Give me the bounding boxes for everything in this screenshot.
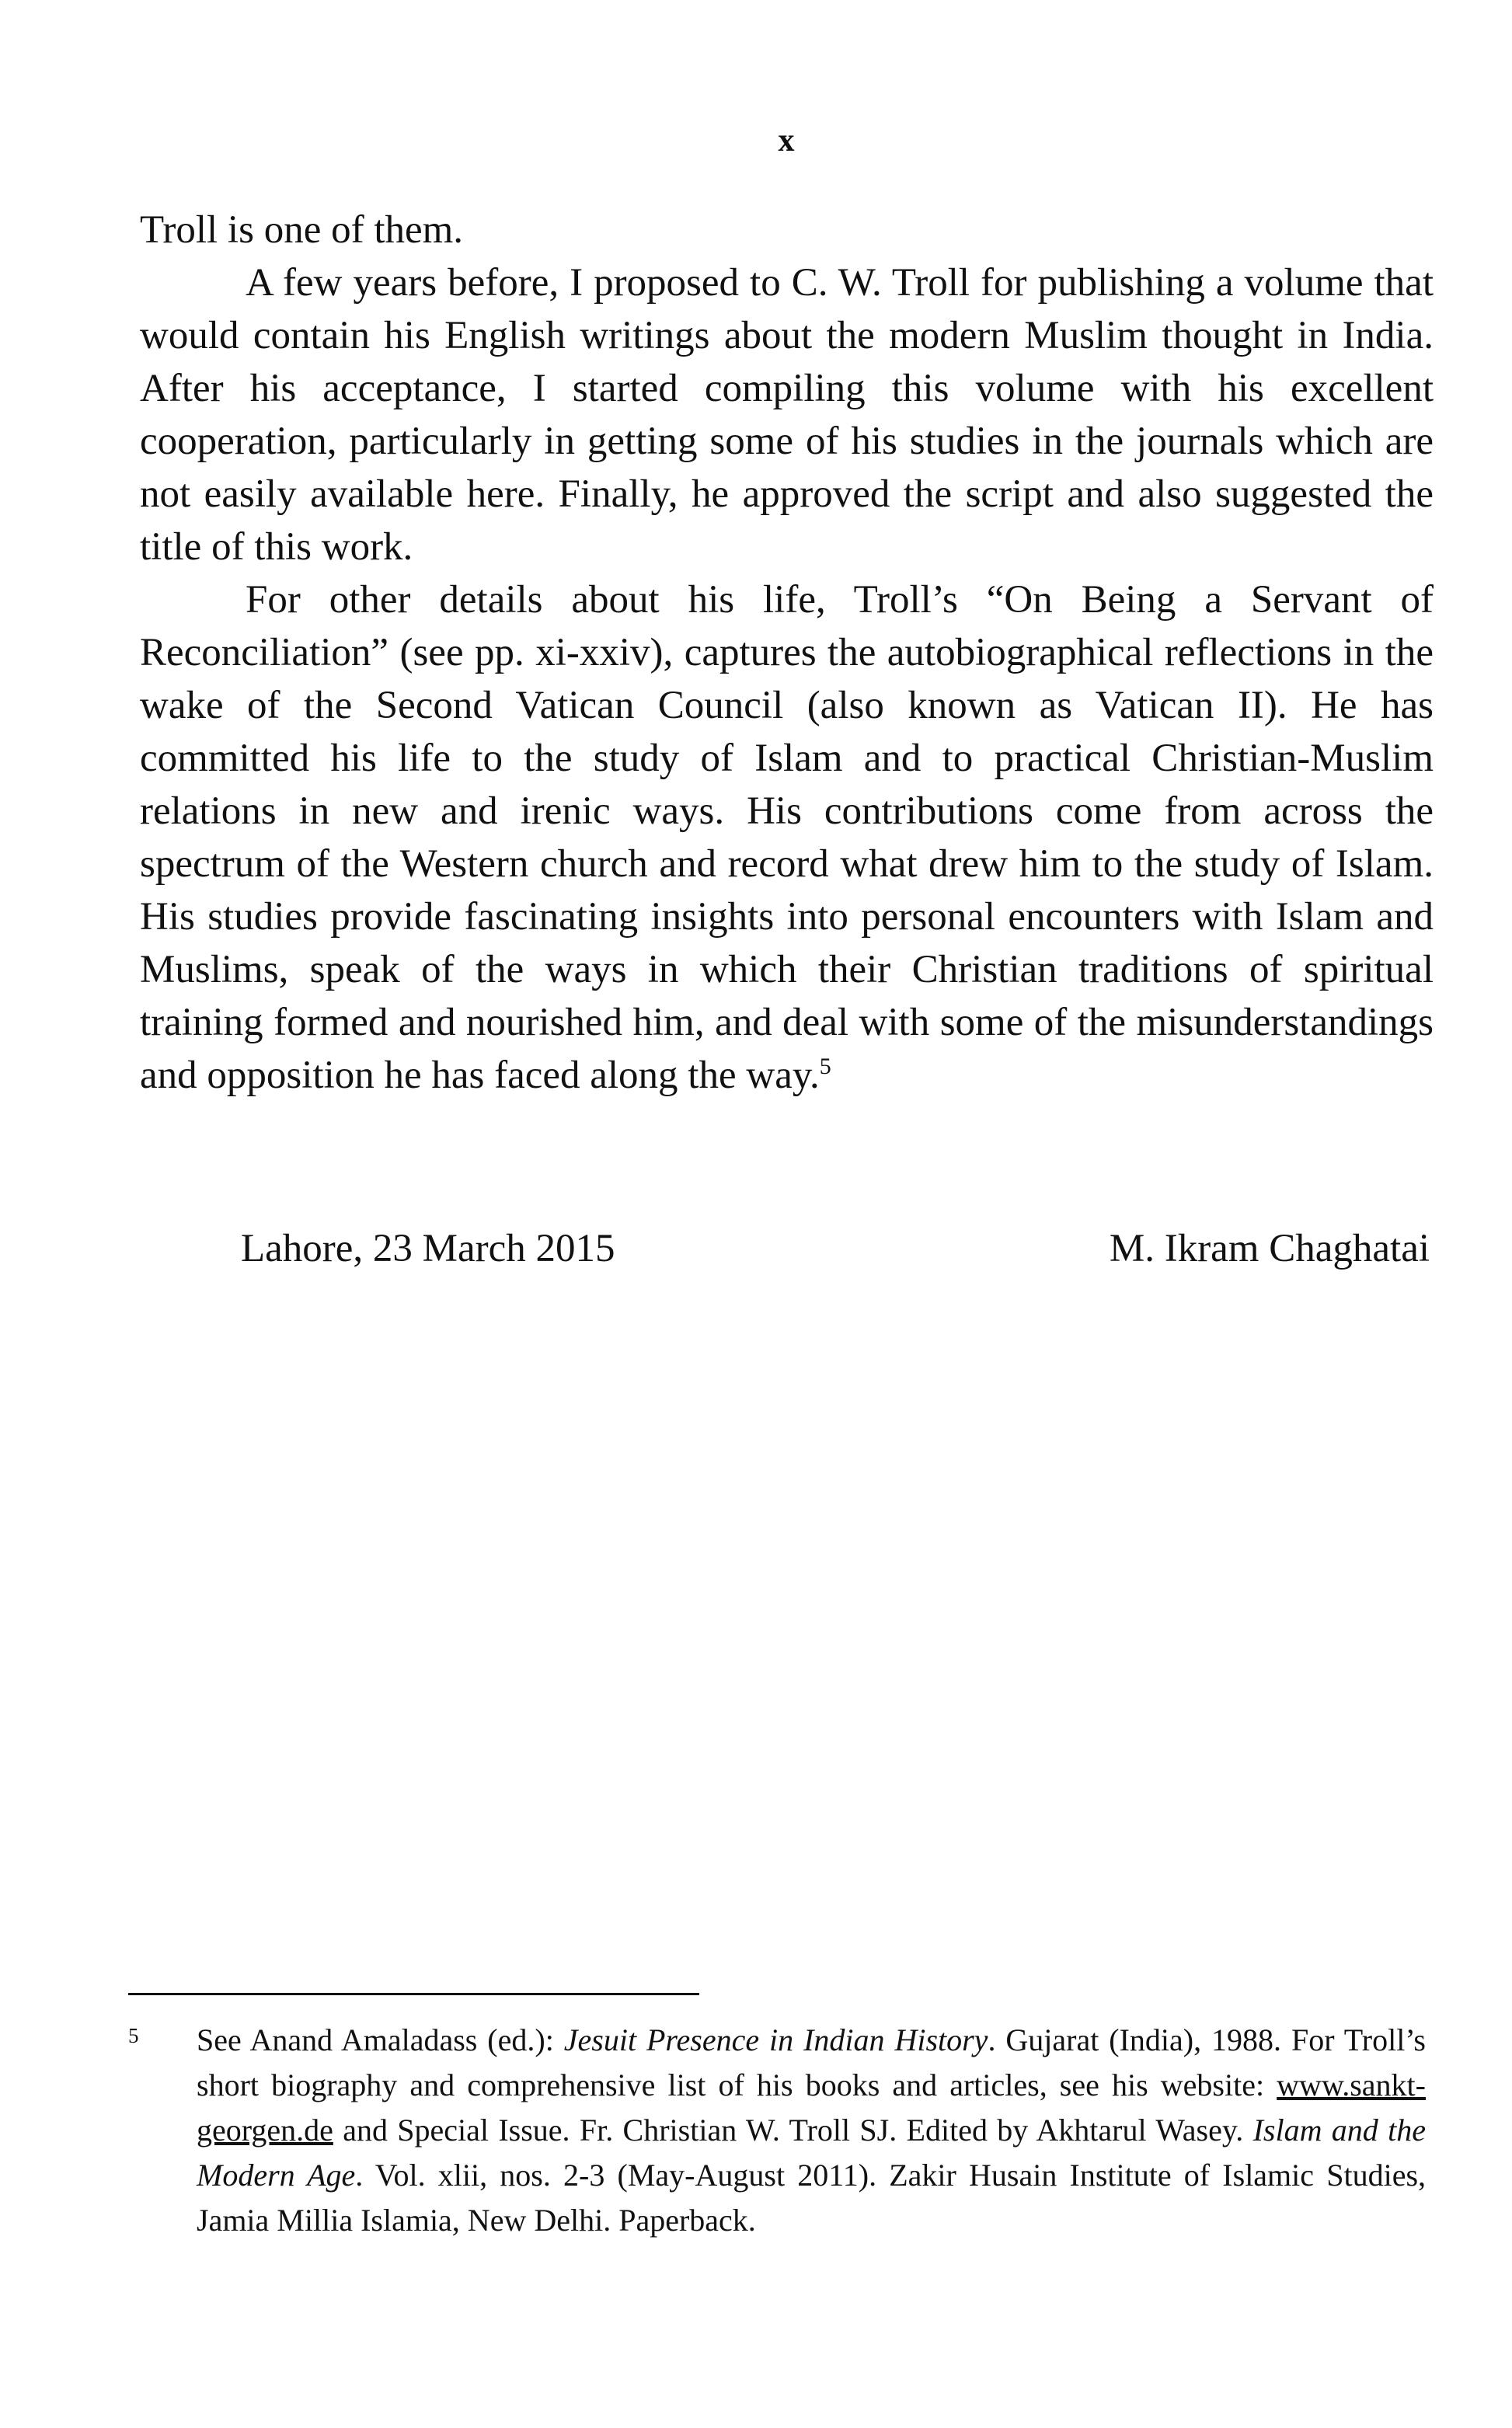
paragraph-3-text: For other details about his life, Troll’s “On Being a Servant of Reconciliation” (see pp. xi-xxiv), captures the autobiographical reflections in the wake of the Second Vatican Council (also known as Vatican II). He has committed his life to the study of Islam and to practical Christian-Muslim relations in new and irenic ways. His contributions come from across the spectrum of the Western church and record what drew him to the study of Islam. His studies provide fascinating insights into personal encounters with Islam and Muslims, speak of the ways in which their Christian traditions of spiritual training formed and nourished him, and deal with some of the misunderstandings and opposition he has faced along the way.	[140, 578, 1434, 1097]
footnote	[128, 2018, 1426, 2243]
author-name: M. Ikram Chaghatai	[1109, 1227, 1430, 1270]
place-and-date: Lahore, 23 March 2015	[241, 1227, 615, 1270]
footnote-text-part-4: . Vol. xlii, nos. 2-3 (May-August 2011). Zakir Husain Institute of Islamic Studies, Jamia Millia Islamia, New Delhi. Paperback.	[197, 2158, 1427, 2238]
page-number: x	[778, 123, 795, 158]
footnote-text	[197, 2018, 1426, 2243]
footnote-text-part-3: and Special Issue. Fr. Christian W. Troll SJ. Edited by Akhtarul Wasey.	[333, 2113, 1253, 2148]
paragraph-1: Troll is one of them.	[140, 208, 464, 252]
footnote-number: 5	[128, 2024, 139, 2047]
footnote-text-part-2: . Gujarat (India), 1988. For Troll’s short biography and comprehensive list of his books and articles, see his website:	[197, 2022, 1427, 2102]
paragraph-2: A few years before, I proposed to C. W. Troll for publishing a volume that would contain his English writings about the modern Muslim thought in India. After his acceptance, I started compiling this volume with his excellent cooperation, particularly in getting some of his studies in the journals which are not easily available here. Finally, he approved the script and also suggested the title of this work.	[140, 261, 1434, 569]
footnote-divider	[128, 1993, 699, 1995]
body-text	[140, 204, 1434, 1102]
footnote-text-part-1: See Anand Amaladass (ed.):	[197, 2022, 564, 2057]
footnote-book-title: Jesuit Presence in Indian History	[563, 2022, 988, 2057]
paragraph-3	[140, 573, 1434, 1102]
footnote-journal-title: Islam and the Modern Age	[197, 2113, 1426, 2193]
footnote-reference[interactable]: 5	[819, 1054, 831, 1079]
website-link[interactable]: www.sankt-georgen.de	[197, 2067, 1426, 2148]
